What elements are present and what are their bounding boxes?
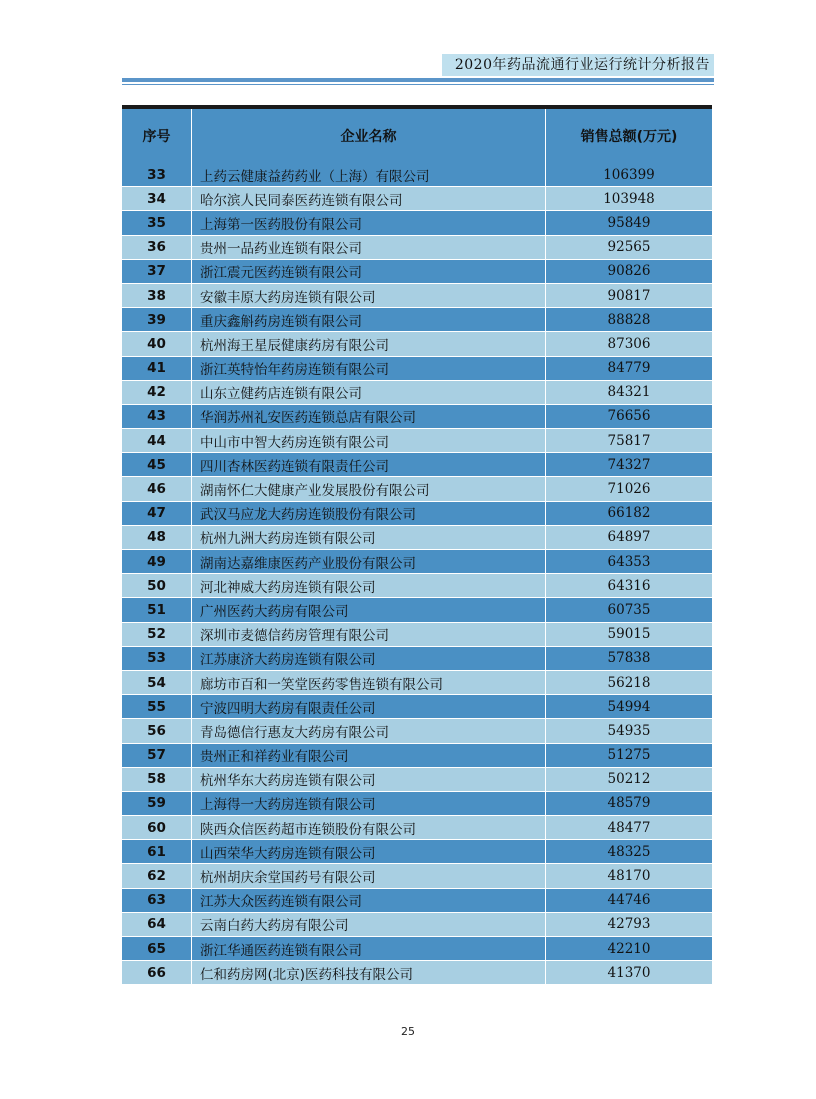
sales-total-cell: 50212 (546, 768, 712, 792)
row-index-cell: 55 (122, 695, 192, 719)
company-name-cell: 哈尔滨人民同泰医药连锁有限公司 (192, 187, 546, 211)
table-row (122, 598, 712, 622)
sales-total-cell: 66182 (546, 502, 712, 526)
row-index-cell: 46 (122, 477, 192, 501)
company-name-cell: 浙江震元医药连锁有限公司 (192, 260, 546, 284)
report-header-title: 2020年药品流通行业运行统计分析报告 (442, 54, 714, 76)
row-index-cell: 61 (122, 840, 192, 864)
sales-total-cell: 90826 (546, 260, 712, 284)
company-name-cell: 上海第一医药股份有限公司 (192, 211, 546, 235)
column-header-index: 序号 (122, 109, 192, 163)
table-row (122, 381, 712, 405)
row-index-cell: 44 (122, 429, 192, 453)
sales-total-cell: 64353 (546, 550, 712, 574)
row-index-cell: 59 (122, 792, 192, 816)
row-index-cell: 66 (122, 961, 192, 985)
row-index-cell: 54 (122, 671, 192, 695)
row-index-cell: 47 (122, 502, 192, 526)
row-index-cell: 39 (122, 308, 192, 332)
table-row (122, 332, 712, 356)
row-index-cell: 34 (122, 187, 192, 211)
company-name-cell: 武汉马应龙大药房连锁股份有限公司 (192, 502, 546, 526)
table-row (122, 913, 712, 937)
sales-total-cell: 54935 (546, 719, 712, 743)
company-name-cell: 陕西众信医药超市连锁股份有限公司 (192, 816, 546, 840)
row-index-cell: 48 (122, 526, 192, 550)
sales-total-cell: 48477 (546, 816, 712, 840)
sales-total-cell: 44746 (546, 889, 712, 913)
sales-total-cell: 87306 (546, 332, 712, 356)
company-name-cell: 云南白药大药房有限公司 (192, 913, 546, 937)
sales-total-cell: 48325 (546, 840, 712, 864)
sales-total-cell: 84779 (546, 357, 712, 381)
company-name-cell: 中山市中智大药房连锁有限公司 (192, 429, 546, 453)
company-name-cell: 杭州华东大药房连锁有限公司 (192, 768, 546, 792)
company-name-cell: 华润苏州礼安医药连锁总店有限公司 (192, 405, 546, 429)
sales-total-cell: 74327 (546, 453, 712, 477)
table-row (122, 236, 712, 260)
header-divider-thick (122, 78, 714, 82)
company-name-cell: 仁和药房网(北京)医药科技有限公司 (192, 961, 546, 985)
row-index-cell: 65 (122, 937, 192, 961)
table-row (122, 211, 712, 235)
sales-total-cell: 59015 (546, 623, 712, 647)
table-row (122, 526, 712, 550)
sales-total-cell: 56218 (546, 671, 712, 695)
table-row (122, 671, 712, 695)
sales-total-cell: 54994 (546, 695, 712, 719)
sales-total-cell: 88828 (546, 308, 712, 332)
table-row (122, 187, 712, 211)
row-index-cell: 50 (122, 574, 192, 598)
row-index-cell: 62 (122, 864, 192, 888)
table-row (122, 308, 712, 332)
header-divider-thin (122, 84, 714, 85)
row-index-cell: 51 (122, 598, 192, 622)
table-row (122, 792, 712, 816)
table-row (122, 719, 712, 743)
company-name-cell: 青岛德信行惠友大药房有限公司 (192, 719, 546, 743)
table-row (122, 405, 712, 429)
company-name-cell: 杭州胡庆余堂国药号有限公司 (192, 864, 546, 888)
sales-total-cell: 75817 (546, 429, 712, 453)
sales-total-cell: 42793 (546, 913, 712, 937)
sales-total-cell: 95849 (546, 211, 712, 235)
table-row (122, 502, 712, 526)
sales-total-cell: 64897 (546, 526, 712, 550)
sales-total-cell: 103948 (546, 187, 712, 211)
sales-total-cell: 84321 (546, 381, 712, 405)
table-row (122, 744, 712, 768)
row-index-cell: 42 (122, 381, 192, 405)
table-row (122, 647, 712, 671)
sales-total-cell: 92565 (546, 236, 712, 260)
sales-total-cell: 48579 (546, 792, 712, 816)
company-name-cell: 广州医药大药房有限公司 (192, 598, 546, 622)
company-name-cell: 山西荣华大药房连锁有限公司 (192, 840, 546, 864)
company-name-cell: 宁波四明大药房有限责任公司 (192, 695, 546, 719)
sales-total-cell: 71026 (546, 477, 712, 501)
table-row (122, 840, 712, 864)
row-index-cell: 57 (122, 744, 192, 768)
sales-total-cell: 57838 (546, 647, 712, 671)
sales-total-cell: 64316 (546, 574, 712, 598)
table-row (122, 453, 712, 477)
table-row (122, 889, 712, 913)
table-row (122, 357, 712, 381)
sales-total-cell: 51275 (546, 744, 712, 768)
row-index-cell: 64 (122, 913, 192, 937)
company-name-cell: 廊坊市百和一笑堂医药零售连锁有限公司 (192, 671, 546, 695)
row-index-cell: 41 (122, 357, 192, 381)
table-body (122, 163, 712, 985)
sales-total-cell: 48170 (546, 864, 712, 888)
company-name-cell: 贵州一品药业连锁有限公司 (192, 236, 546, 260)
table-row (122, 260, 712, 284)
row-index-cell: 60 (122, 816, 192, 840)
row-index-cell: 49 (122, 550, 192, 574)
row-index-cell: 52 (122, 623, 192, 647)
row-index-cell: 40 (122, 332, 192, 356)
table-row (122, 574, 712, 598)
table-row (122, 864, 712, 888)
company-name-cell: 河北神威大药房连锁有限公司 (192, 574, 546, 598)
company-name-cell: 安徽丰原大药房连锁有限公司 (192, 284, 546, 308)
table-row (122, 961, 712, 985)
row-index-cell: 53 (122, 647, 192, 671)
table-row (122, 550, 712, 574)
table-header-row (122, 105, 712, 163)
company-name-cell: 杭州海王星辰健康药房有限公司 (192, 332, 546, 356)
table-row (122, 163, 712, 187)
company-name-cell: 浙江华通医药连锁有限公司 (192, 937, 546, 961)
sales-total-cell: 76656 (546, 405, 712, 429)
company-name-cell: 浙江英特怡年药房连锁有限公司 (192, 357, 546, 381)
sales-total-cell: 106399 (546, 163, 712, 187)
sales-ranking-table (122, 105, 712, 985)
row-index-cell: 56 (122, 719, 192, 743)
company-name-cell: 贵州正和祥药业有限公司 (192, 744, 546, 768)
row-index-cell: 45 (122, 453, 192, 477)
row-index-cell: 33 (122, 163, 192, 187)
sales-total-cell: 60735 (546, 598, 712, 622)
table-row (122, 816, 712, 840)
table-row (122, 477, 712, 501)
company-name-cell: 湖南怀仁大健康产业发展股份有限公司 (192, 477, 546, 501)
company-name-cell: 重庆鑫斛药房连锁有限公司 (192, 308, 546, 332)
company-name-cell: 深圳市麦德信药房管理有限公司 (192, 623, 546, 647)
table-row (122, 695, 712, 719)
row-index-cell: 37 (122, 260, 192, 284)
company-name-cell: 杭州九洲大药房连锁有限公司 (192, 526, 546, 550)
row-index-cell: 43 (122, 405, 192, 429)
table-row (122, 768, 712, 792)
table-row (122, 623, 712, 647)
sales-total-cell: 90817 (546, 284, 712, 308)
row-index-cell: 63 (122, 889, 192, 913)
row-index-cell: 38 (122, 284, 192, 308)
company-name-cell: 江苏大众医药连锁有限公司 (192, 889, 546, 913)
company-name-cell: 四川杏林医药连锁有限责任公司 (192, 453, 546, 477)
company-name-cell: 湖南达嘉维康医药产业股份有限公司 (192, 550, 546, 574)
company-name-cell: 上药云健康益药药业（上海）有限公司 (192, 163, 546, 187)
table-row (122, 284, 712, 308)
company-name-cell: 山东立健药店连锁有限公司 (192, 381, 546, 405)
sales-total-cell: 42210 (546, 937, 712, 961)
page-number: 25 (401, 1025, 415, 1038)
row-index-cell: 58 (122, 768, 192, 792)
company-name-cell: 江苏康济大药房连锁有限公司 (192, 647, 546, 671)
company-name-cell: 上海得一大药房连锁有限公司 (192, 792, 546, 816)
table-row (122, 429, 712, 453)
sales-total-cell: 41370 (546, 961, 712, 985)
row-index-cell: 36 (122, 236, 192, 260)
column-header-company: 企业名称 (192, 109, 546, 163)
row-index-cell: 35 (122, 211, 192, 235)
table-row (122, 937, 712, 961)
column-header-sales: 销售总额(万元) (546, 109, 712, 163)
